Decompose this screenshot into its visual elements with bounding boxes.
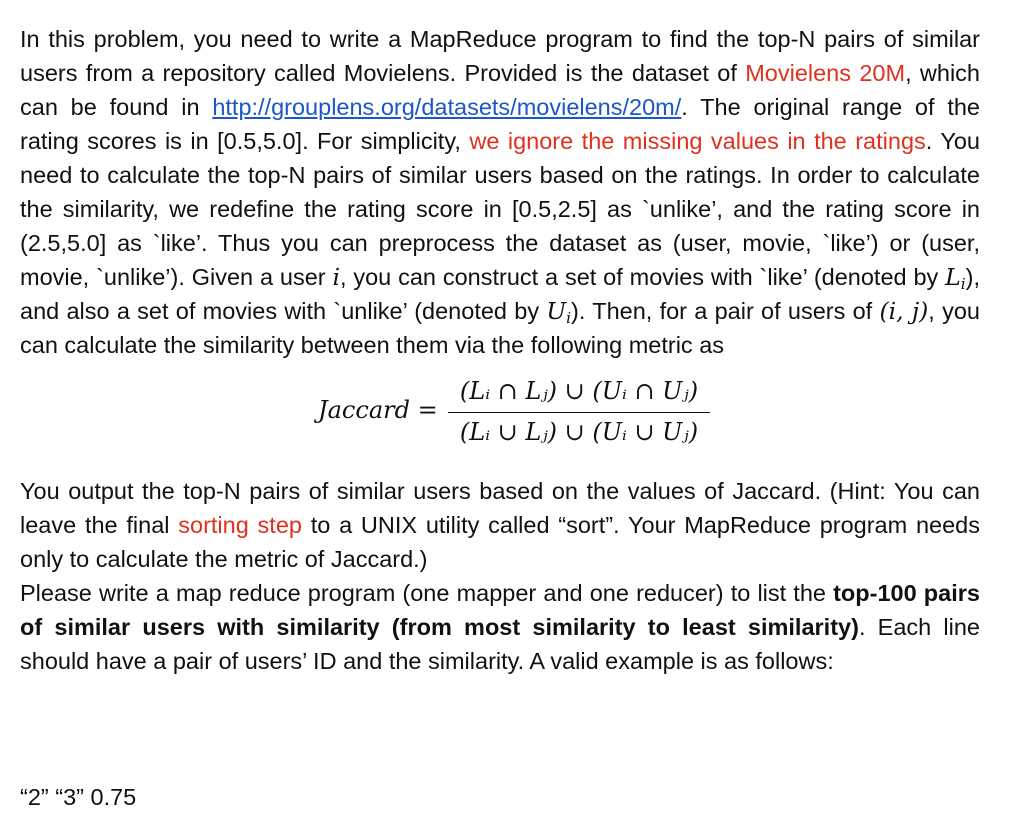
math-L: L bbox=[945, 263, 961, 291]
math-U-i bbox=[546, 297, 571, 325]
math-sub-i: i bbox=[566, 308, 572, 327]
formula-lhs: Jaccard = bbox=[318, 396, 438, 424]
formula-numerator: (Lᵢ ∩ Lⱼ) ∪ (Uᵢ ∩ Uⱼ) bbox=[459, 377, 699, 405]
problem-statement bbox=[20, 22, 980, 678]
intro-text-1: In this problem, you need to write a MapReduce program to find the top-N pairs of similar users from a repository called Movielens. Provided is the dataset of bbox=[20, 26, 980, 86]
task-text-1: Please write a map reduce program (one mapper and one reducer) to list the bbox=[20, 580, 834, 606]
output-text-1: You output the top-N pairs of similar users based on the values of Jaccard. (Hint: You can leave the final bbox=[20, 478, 980, 538]
sorting-step-highlight: sorting step bbox=[178, 512, 302, 538]
math-U: U bbox=[546, 297, 567, 325]
math-sub-i: i bbox=[960, 274, 966, 293]
task-text-2: . Each line should have a pair of users’ ID and the similarity. A valid example is as follows: bbox=[20, 614, 980, 674]
dataset-name-highlight: Movielens 20M bbox=[745, 60, 906, 86]
output-text-2: to a UNIX utility called “sort”. Your MapReduce program needs only to calculate the metric of Jaccard.) bbox=[20, 512, 980, 572]
intro-text-2: , which can be found in bbox=[20, 60, 981, 120]
missing-values-highlight: we ignore the missing values in the ratings bbox=[469, 128, 926, 154]
jaccard-formula bbox=[20, 372, 980, 468]
example-output: “2” “3” 0.75 bbox=[20, 784, 137, 810]
intro-text-5: , you can construct a set of movies with `like’ (denoted by bbox=[339, 264, 946, 290]
math-user-i: i bbox=[332, 263, 340, 291]
math-L-i bbox=[945, 263, 966, 291]
intro-text-6: ), and also a set of movies with `unlike’ (denoted by bbox=[20, 264, 980, 324]
formula-denominator: (Lᵢ ∪ Lⱼ) ∪ (Uᵢ ∪ Uⱼ) bbox=[459, 418, 699, 446]
task-bold-requirement: top-100 pairs of similar users with similarity (from most similarity to least similarity) bbox=[20, 580, 980, 640]
intro-text-8: , you can calculate the similarity between them via the following metric as bbox=[20, 298, 980, 358]
task-paragraph bbox=[20, 576, 980, 678]
dataset-link[interactable]: http://grouplens.org/datasets/movielens/20m/ bbox=[212, 94, 682, 120]
intro-text-4: . You need to calculate the top-N pairs of similar users based on the ratings. In order to calculate the similarity, we redefine the rating score in [0.5,2.5] as `unlike’, and the rating score in (2.5,5.0] as `like’. Thus you can preprocess the dataset as (user, movie, `like’) or (user, movie, `unlike’). Given a user bbox=[20, 128, 980, 290]
formula-fraction bbox=[448, 372, 710, 451]
math-pair-ij: (i, j) bbox=[879, 297, 929, 325]
intro-text-7: ). Then, for a pair of users of bbox=[571, 298, 880, 324]
intro-paragraph bbox=[20, 22, 980, 362]
intro-text-3: . The original range of the rating scores is in [0.5,5.0]. For simplicity, bbox=[20, 94, 980, 154]
output-paragraph bbox=[20, 474, 980, 576]
